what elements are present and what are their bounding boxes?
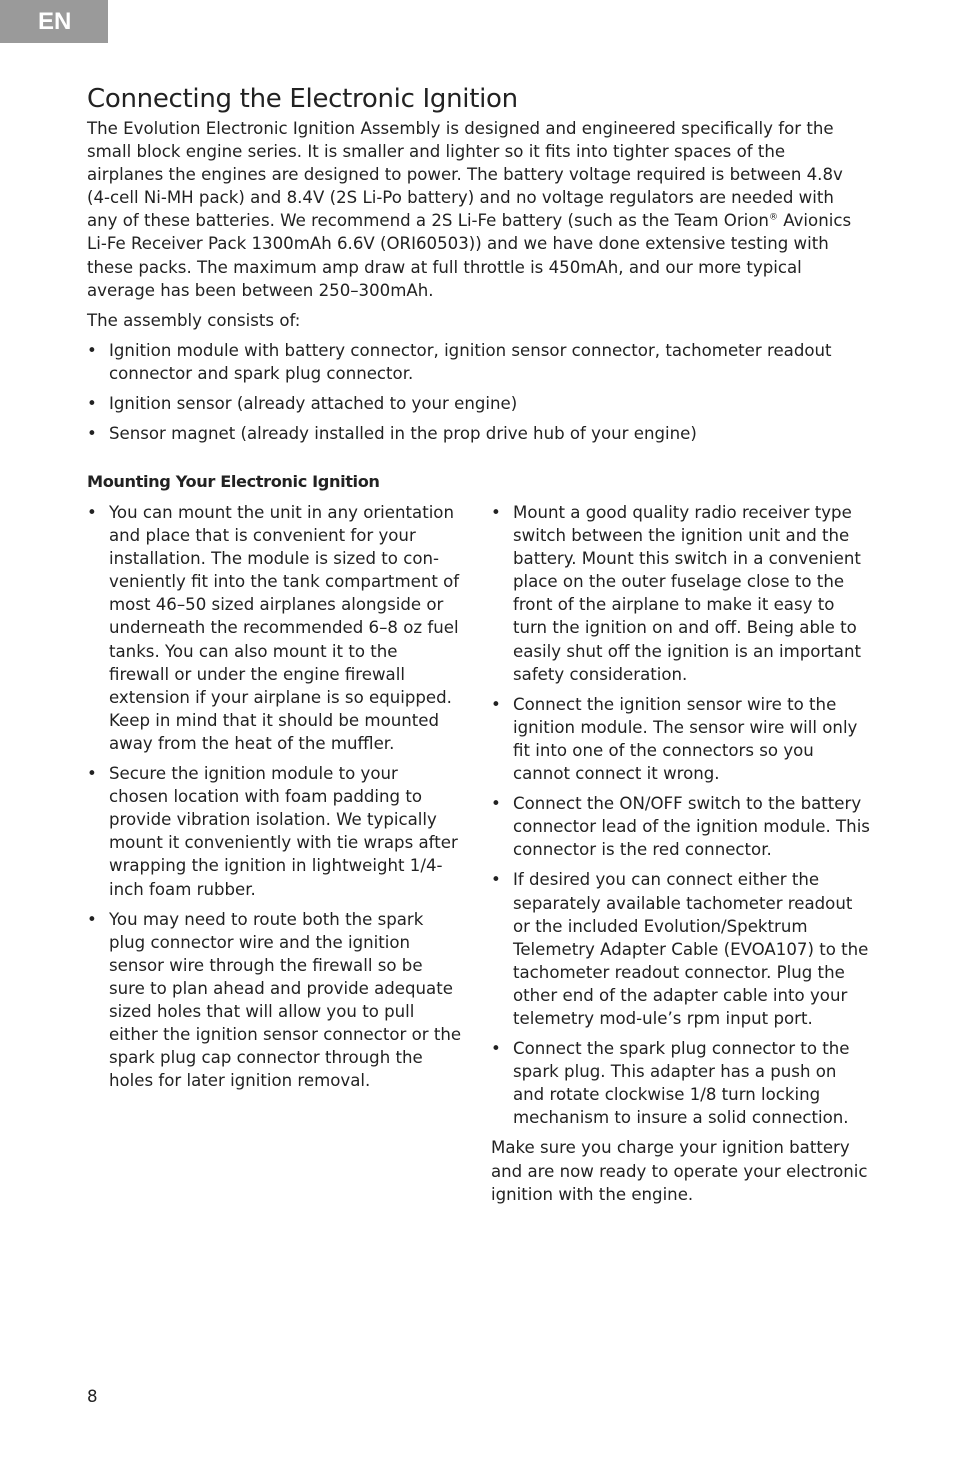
list-item: • Connect the ON/OFF switch to the battery connector lead of the ignition module. This connector is the red connector. — [491, 792, 871, 861]
intro-text-part-2: Avionics Li-Fe Receiver Pack 1300mAh 6.6V (ORI60503)) and we have done extensive testing with these packs. The maximum amp draw at full throttle is 450mAh, and our more typical average has been between 250–300mAh. — [87, 211, 852, 300]
mounting-list-right — [491, 501, 871, 1129]
list-item: • Sensor magnet (already installed in the prop drive hub of your engine) — [87, 422, 862, 445]
page-number: 8 — [87, 1387, 98, 1406]
registered-mark: ® — [768, 212, 778, 223]
intro-paragraph — [87, 117, 862, 302]
list-item: • Secure the ignition module to your chosen location with foam padding to provide vibration isolation. We typically mount it conveniently with tie wraps after wrapping the ignition in lightweight 1/4-inch foam rubber. — [87, 762, 462, 901]
intro-section — [87, 117, 862, 452]
mounting-list-left — [87, 501, 462, 1092]
assembly-list — [87, 339, 862, 445]
list-item: • You can mount the unit in any orientation and place that is convenient for your installation. The module is sized to con-veniently fit into the tank compartment of most 46–50 sized airplanes alongside or underneath the recommended 6–8 oz fuel tanks. You can also mount it to the firewall or under the engine firewall extension if your airplane is so equipped. Keep in mind that it should be mounted away from the heat of the muffler. — [87, 501, 462, 755]
language-tab: EN — [0, 0, 108, 43]
closing-paragraph: Make sure you charge your ignition battery and are now ready to operate your electronic ignition with the engine. — [491, 1138, 868, 1204]
section-heading: Mounting Your Electronic Ignition — [87, 472, 380, 491]
assembly-lead: The assembly consists of: — [87, 310, 301, 330]
list-item: • If desired you can connect either the separately available tachometer readout or the included Evolution/Spektrum Telemetry Adapter Cable (EVOA107) to the tachometer readout connector. Plug the other end of the adapter cable into your telemetry mod-ule’s rpm input port. — [491, 868, 871, 1030]
list-item: • Ignition sensor (already attached to your engine) — [87, 392, 862, 415]
list-item: • Mount a good quality radio receiver type switch between the ignition unit and the battery. Mount this switch in a convenient place on the outer fuselage close to the front of the airplane to make it easy to turn the ignition on and off. Being able to easily shut off the ignition is an important safety consideration. — [491, 501, 871, 686]
list-item: • Connect the spark plug connector to the spark plug. This adapter has a push on and rotate clockwise 1/8 turn locking mechanism to insure a solid connection. — [491, 1037, 871, 1129]
intro-text-part-1: The Evolution Electronic Ignition Assembly is designed and engineered specifically for the small block engine series. It is smaller and lighter so it fits into tighter spaces of the airplanes the engines are designed to power. The battery voltage required is between 4.8v (4-cell Ni-MH pack) and 8.4V (2S Li-Po battery) and no voltage regulators are needed with any of these batteries. We recommend a 2S Li-Fe battery (such as the Team Orion — [87, 119, 843, 231]
page-title: Connecting the Electronic Ignition — [87, 84, 518, 114]
right-column — [491, 501, 871, 1206]
left-column — [87, 501, 462, 1099]
list-item: • Connect the ignition sensor wire to the ignition module. The sensor wire will only fit into one of the connectors so you cannot connect it wrong. — [491, 693, 871, 785]
list-item: • Ignition module with battery connector, ignition sensor connector, tachometer readout connector and spark plug connector. — [87, 339, 862, 385]
list-item: • You may need to route both the spark plug connector wire and the ignition sensor wire through the firewall so be sure to plan ahead and provide adequate sized holes that will allow you to pull either the ignition sensor connector or the spark plug cap connector through the holes for later ignition removal. — [87, 908, 462, 1093]
